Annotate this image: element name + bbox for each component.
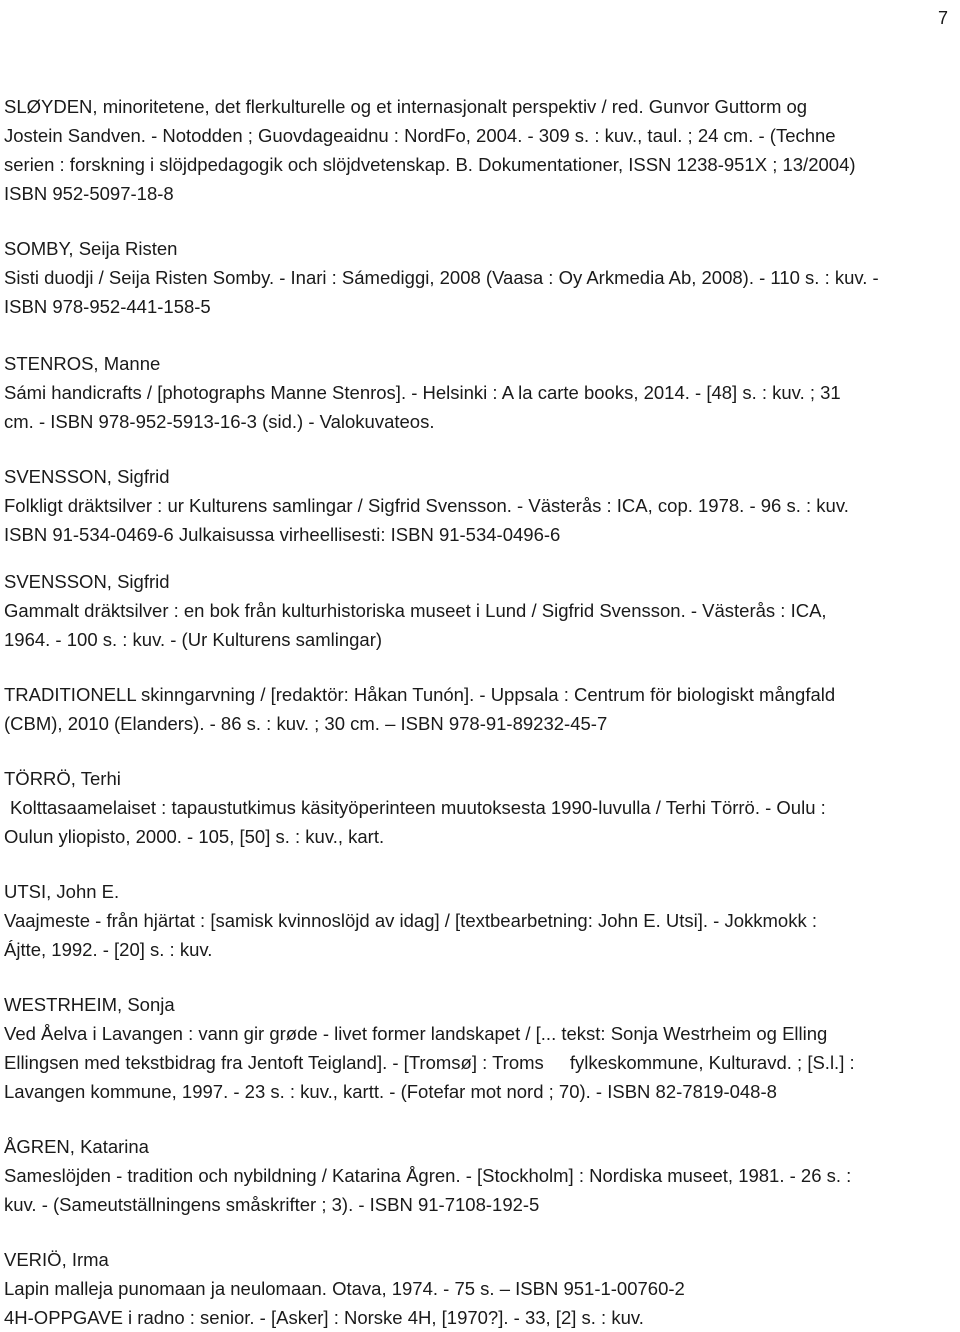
entry-line: Gammalt dräktsilver : en bok från kulturhistoriska museet i Lund / Sigfrid Svensson. - Västerås : ICA, (4, 600, 827, 621)
entry-line: serien : forskning i slöjdpedagogik och slöjdvetenskap. B. Dokumentationer, ISSN 1238-951X ; 13/2004) (4, 154, 856, 175)
bibliography-entry (4, 680, 954, 738)
bibliography-entry (4, 1132, 954, 1219)
entry-line: Ájtte, 1992. - [20] s. : kuv. (4, 939, 213, 960)
entry-line: 1964. - 100 s. : kuv. - (Ur Kulturens samlingar) (4, 629, 383, 650)
page-number: 7 (937, 8, 948, 28)
entry-author: SOMBY, Seija Risten (4, 238, 178, 259)
entry-line: TRADITIONELL skinngarvning / [redaktör: Håkan Tunón]. - Uppsala : Centrum för biologiskt mångfald (4, 684, 836, 705)
entry-author: STENROS, Manne (4, 353, 161, 374)
bibliography-entry (4, 234, 954, 321)
bibliography-entry (4, 764, 954, 851)
bibliography-list (4, 92, 954, 1332)
entry-line: Sámi handicrafts / [photographs Manne Stenros]. - Helsinki : A la carte books, 2014. - [48] s. : kuv. ; 31 (4, 382, 841, 403)
entry-author: ÅGREN, Katarina (4, 1136, 149, 1157)
bibliography-entry (4, 567, 954, 654)
entry-line: Sisti duodji / Seija Risten Somby. - Inari : Sámediggi, 2008 (Vaasa : Oy Arkmedia Ab, 2008). - 110 s. : kuv. - (4, 267, 879, 288)
entry-line: (CBM), 2010 (Elanders). - 86 s. : kuv. ; 30 cm. – ISBN 978-91-89232-45-7 (4, 713, 608, 734)
entry-line: Folkligt dräktsilver : ur Kulturens samlingar / Sigfrid Svensson. - Västerås : ICA, cop. 1978. - 96 s. : kuv. (4, 495, 849, 516)
entry-line: ISBN 91-534-0469-6 Julkaisussa virheellisesti: ISBN 91-534-0496-6 (4, 524, 561, 545)
entry-line: Lavangen kommune, 1997. - 23 s. : kuv., kartt. - (Fotefar mot nord ; 70). - ISBN 82-7819-048-8 (4, 1081, 777, 1102)
entry-line: Lapin malleja punomaan ja neulomaan. Otava, 1974. - 75 s. – ISBN 951-1-00760-2 (4, 1278, 685, 1299)
entry-line: Jostein Sandven. - Notodden ; Guovdageaidnu : NordFo, 2004. - 309 s. : kuv., taul. ; 24 cm. - (Techne (4, 125, 836, 146)
entry-author: UTSI, John E. (4, 881, 120, 902)
bibliography-entry (4, 990, 954, 1106)
entry-line: Vaajmeste - från hjärtat : [samisk kvinnoslöjd av idag] / [textbearbetning: John E. Utsi]. - Jokkmokk : (4, 910, 817, 931)
entry-line: 4H-OPPGAVE i radno : senior. - [Asker] : Norske 4H, [1970?]. - 33, [2] s. : kuv. (4, 1307, 644, 1328)
entry-line: kuv. - (Sameutställningens småskrifter ; 3). - ISBN 91-7108-192-5 (4, 1194, 540, 1215)
entry-line: Kolttasaamelaiset : tapaustutkimus käsityöperinteen muutoksesta 1990-luvulla / Terhi Törrö. - Oulu : (10, 797, 826, 818)
bibliography-entry (4, 462, 954, 549)
entry-line: Sameslöjden - tradition och nybildning / Katarina Ågren. - [Stockholm] : Nordiska museet, 1981. - 26 s. : (4, 1165, 852, 1186)
entry-line: cm. - ISBN 978-952-5913-16-3 (sid.) - Valokuvateos. (4, 411, 435, 432)
entry-author: SVENSSON, Sigfrid (4, 466, 170, 487)
bibliography-entry (4, 349, 954, 436)
bibliography-entry (4, 1245, 954, 1332)
entry-line: SLØYDEN, minoritetene, det flerkulturelle og et internasjonalt perspektiv / red. Gunvor Guttorm og (4, 96, 808, 117)
entry-line: Ved Åelva i Lavangen : vann gir grøde - livet former landskapet / [... tekst: Sonja Westrheim og Elling (4, 1023, 828, 1044)
bibliography-entry (4, 92, 954, 208)
entry-line: Oulun yliopisto, 2000. - 105, [50] s. : kuv., kart. (4, 826, 385, 847)
entry-author: TÖRRÖ, Terhi (4, 768, 121, 789)
entry-line: ISBN 978-952-441-158-5 (4, 296, 211, 317)
entry-author: VERIÖ, Irma (4, 1249, 109, 1270)
entry-author: WESTRHEIM, Sonja (4, 994, 175, 1015)
entry-line-part: fylkeskommune, Kulturavd. ; [S.l.] : (569, 1052, 855, 1073)
entry-line-split (4, 1048, 954, 1077)
entry-line: ISBN 952-5097-18-8 (4, 183, 174, 204)
bibliography-entry (4, 877, 954, 964)
entry-line-part: Ellingsen med tekstbidrag fra Jentoft Teigland]. - [Tromsø] : Troms (4, 1052, 544, 1073)
entry-author: SVENSSON, Sigfrid (4, 571, 170, 592)
